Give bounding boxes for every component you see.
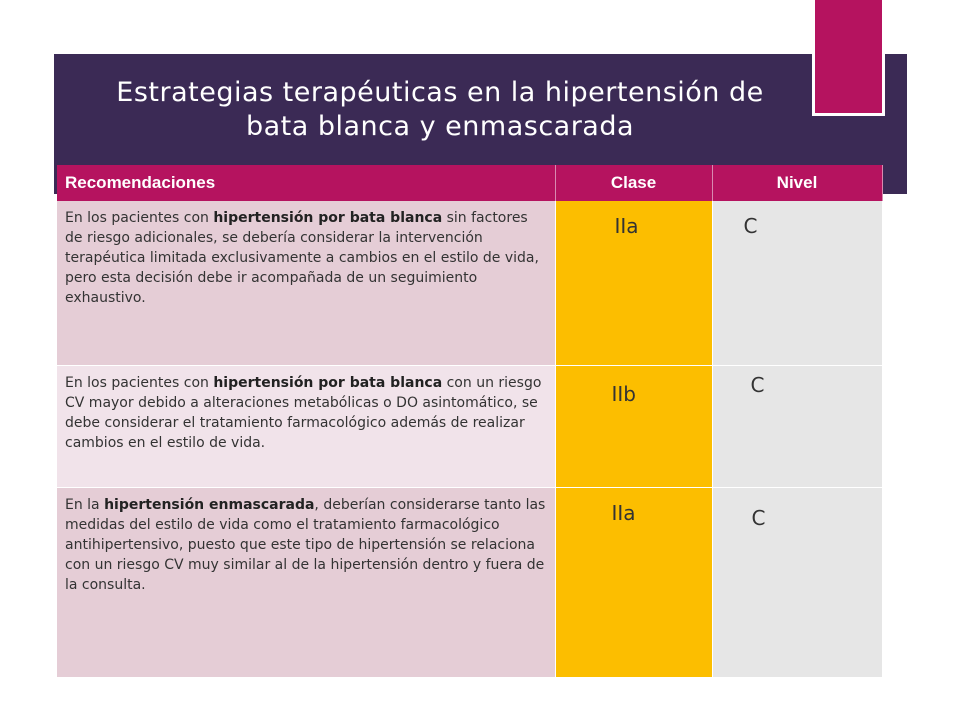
clase-value: IIa [614, 214, 639, 238]
header-recomendaciones: Recomendaciones [57, 165, 555, 201]
nivel-value: C [750, 373, 765, 397]
nivel-cell [712, 201, 882, 366]
recommendation-text [57, 488, 555, 678]
recommendation-text-bold: hipertensión enmascarada [104, 497, 315, 513]
table-row [57, 366, 882, 488]
accent-tab [812, 0, 885, 116]
table-row [57, 201, 882, 366]
recommendation-text-bold: hipertensión por bata blanca [213, 375, 443, 391]
recommendation-text-post: con un riesgo CV mayor debido a alteraciones metabólicas o DO asintomático, se debe considerar el tratamiento farmacológico además de realizar cambios en el estilo de vida. [65, 375, 542, 451]
nivel-cell [712, 366, 882, 488]
recommendation-text [57, 201, 555, 366]
recommendations-table [57, 165, 883, 678]
recommendation-text-post: sin factores de riesgo adicionales, se debería considerar la intervención terapéutica limitada exclusivamente a cambios en el estilo de vida, pero esta decisión debe ir acompañada de un seguimiento exhaustivo. [65, 210, 539, 306]
nivel-value: C [751, 506, 766, 530]
nivel-value: C [743, 214, 758, 238]
recommendation-text-pre: En los pacientes con [65, 210, 214, 226]
slide-title-line-1: Estrategias terapéuticas en la hipertensión de [116, 77, 764, 108]
clase-cell [555, 201, 712, 366]
recommendation-text-pre: En los pacientes con [65, 375, 214, 391]
slide-title-line-2: bata blanca y enmascarada [245, 111, 635, 142]
clase-value: IIa [611, 501, 636, 525]
nivel-cell [712, 488, 882, 678]
header-clase: Clase [555, 165, 712, 201]
table-header-row [57, 165, 882, 201]
recommendation-text-pre: En la [65, 497, 105, 513]
clase-cell [555, 366, 712, 488]
clase-cell [555, 488, 712, 678]
recommendation-text [57, 366, 555, 488]
recommendation-text-post: , deberían considerarse tanto las medidas del estilo de vida como el tratamiento farmacológico antihipertensivo, puesto que este tipo de hipertensión se relaciona con un riesgo CV muy similar al de la hipertensión dentro y fuera de la consulta. [65, 497, 546, 593]
table-row [57, 488, 882, 678]
recommendation-text-bold: hipertensión por bata blanca [213, 210, 443, 226]
clase-value: IIb [611, 382, 636, 406]
slide-title [60, 76, 820, 144]
header-nivel: Nivel [712, 165, 882, 201]
